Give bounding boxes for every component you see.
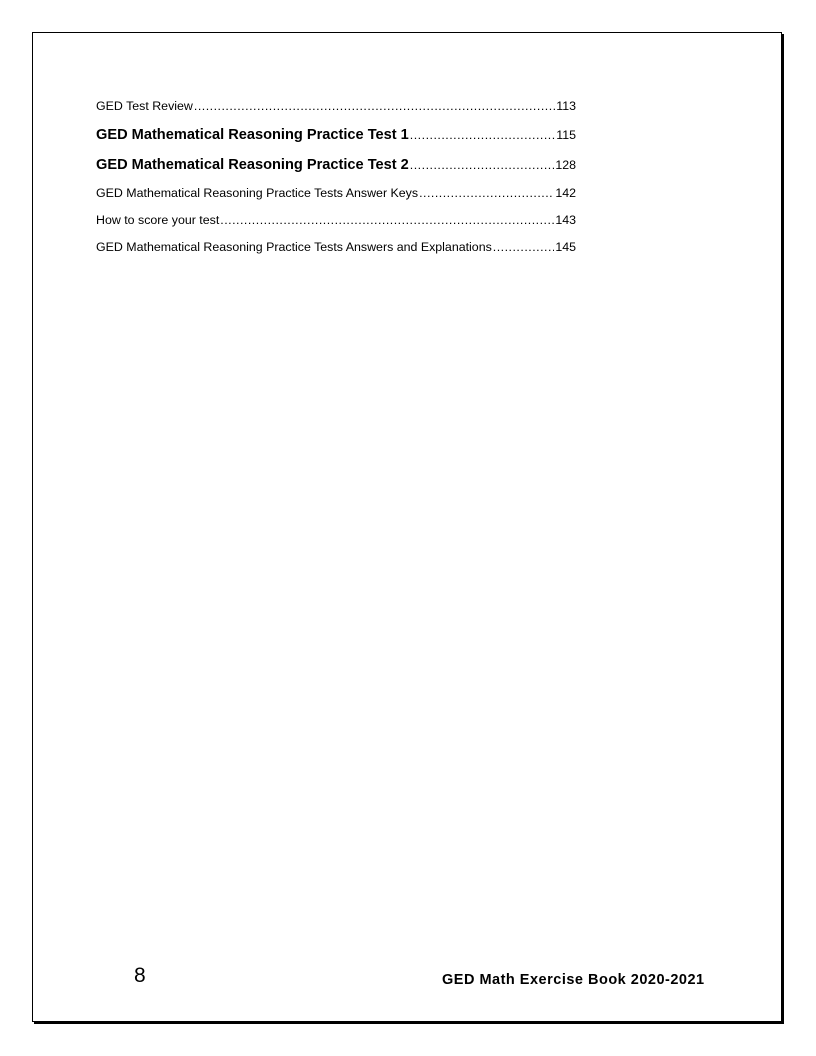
toc-dot-leader	[410, 123, 555, 147]
toc-entry-title: GED Mathematical Reasoning Practice Test 1	[96, 127, 409, 143]
toc-entry-title: GED Mathematical Reasoning Practice Tests Answers and Explanations	[96, 240, 492, 254]
toc-entry-page: 145	[555, 240, 576, 254]
toc-entry-page: 142	[555, 186, 576, 200]
toc-entry-title: GED Mathematical Reasoning Practice Tests Answer Keys	[96, 186, 419, 200]
toc-entry-answers-explanations[interactable]	[96, 237, 576, 264]
toc-entry-page: 113	[556, 99, 576, 113]
toc-entry-practice-test-2[interactable]	[96, 153, 576, 183]
toc-entry-page: 128	[555, 158, 576, 172]
toc-entry-title: GED Test Review	[96, 99, 193, 113]
toc-entry-title: How to score your test	[96, 213, 220, 227]
toc-entry-answer-keys[interactable]	[96, 183, 576, 210]
toc-dot-leader	[410, 153, 555, 177]
toc-entry-title: GED Mathematical Reasoning Practice Test 2	[96, 157, 409, 173]
toc-entry-how-to-score[interactable]	[96, 210, 576, 237]
footer-page-number: 8	[134, 964, 146, 987]
toc-dot-leader	[419, 183, 554, 203]
toc-dot-leader	[493, 237, 555, 257]
footer-book-title: GED Math Exercise Book 2020-2021	[442, 972, 705, 988]
toc-dot-leader	[194, 96, 555, 116]
toc-entry-ged-test-review[interactable]	[96, 96, 576, 123]
toc-dot-leader	[220, 210, 554, 230]
toc-entry-page: 143	[555, 213, 576, 227]
toc-entry-page: 115	[556, 128, 576, 142]
table-of-contents	[96, 96, 576, 264]
toc-entry-practice-test-1[interactable]	[96, 123, 576, 153]
